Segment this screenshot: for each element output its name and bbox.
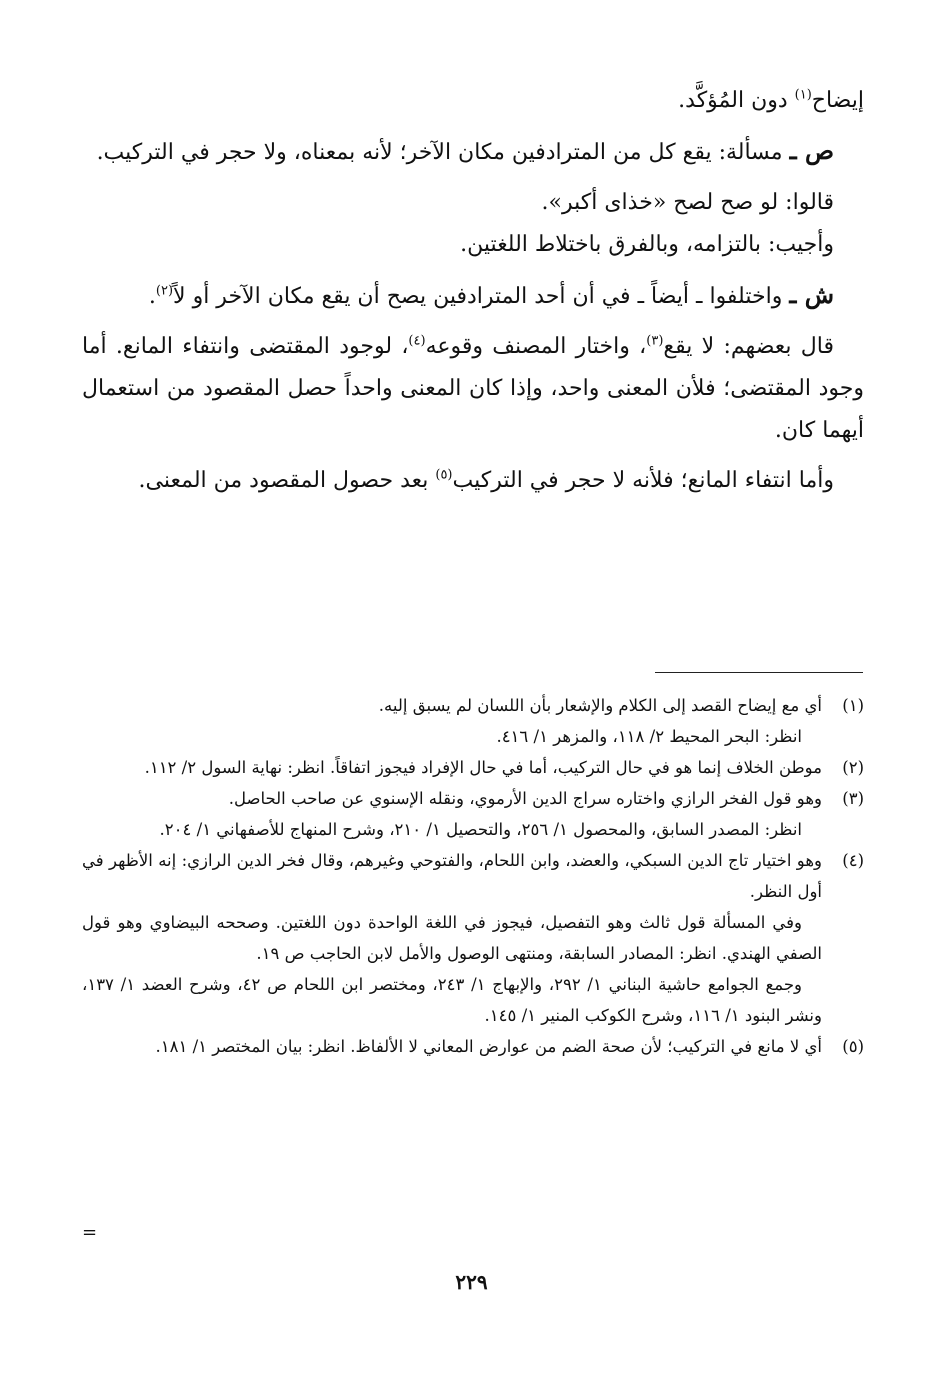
text: ، لوجود المقتضى وانتفاء المانع. أما وجود المقتضى؛ فلأن المعنى واحد، وإذا كان المعنى واحداً حصل المقصود من استعمال أيهما كان. bbox=[82, 334, 864, 443]
paragraph-7 bbox=[82, 460, 864, 502]
footnote-line: وجمع الجوامع حاشية البناني ١/ ٢٩٢، والإبهاج ١/ ٢٤٣، ومختصر ابن اللحام ص ٤٢، وشرح العضد ١/ ١٣٧، ونشر البنود ١/ ١١٦، وشرح الكوكب المنير ١/ ١٤٥. bbox=[82, 975, 822, 1025]
footnote-line: أي مع إيضاح القصد إلى الكلام والإشعار بأن اللسان لم يسبق إليه. bbox=[378, 696, 822, 715]
footnote-2 bbox=[82, 752, 864, 783]
page-number: ٢٢٩ bbox=[455, 1270, 488, 1294]
footnote-3 bbox=[82, 783, 864, 845]
paragraph-2 bbox=[82, 130, 864, 174]
text: ، واختار المصنف وقوعه bbox=[425, 334, 647, 359]
footnote-ref-5[interactable]: (٥) bbox=[435, 467, 453, 483]
footnote-5 bbox=[82, 1031, 864, 1062]
main-text bbox=[82, 80, 864, 502]
section-marker-sad: ص ـ bbox=[789, 136, 834, 165]
footnote-ref-4[interactable]: (٤) bbox=[408, 333, 426, 349]
footnote-divider bbox=[655, 672, 863, 673]
text: دون المُؤكَّد. bbox=[678, 88, 795, 113]
footnote-number: (٥) bbox=[842, 1037, 864, 1056]
footnote-ref-3[interactable]: (٣) bbox=[646, 333, 664, 349]
footnote-ref-1[interactable]: (١) bbox=[794, 87, 812, 103]
footnote-line: انظر: المصدر السابق، والمحصول ١/ ٢٥٦، والتحصيل ١/ ٢١٠، وشرح المنهاج للأصفهاني ١/ ٢٠٤. bbox=[159, 820, 802, 839]
text: واختلفوا ـ أيضاً ـ في أن أحد المترادفين يصح أن يقع مكان الآخر أو لاً bbox=[173, 284, 790, 309]
text: قال بعضهم: لا يقع bbox=[663, 334, 834, 359]
footnote-1 bbox=[82, 690, 864, 752]
footnote-line: وفي المسألة قول ثالث وهو التفصيل، فيجوز في اللغة الواحدة دون اللغتين. وصححه البيضاوي وهو قول الصفي الهندي. انظر: المصادر السابقة، ومنتهى الوصول والأمل لابن الحاجب ص ١٩. bbox=[82, 913, 822, 963]
footnote-number: (١) bbox=[842, 696, 864, 715]
text: وأما انتفاء المانع؛ فلأنه لا حجر في التركيب bbox=[452, 468, 834, 493]
footnote-number: (٢) bbox=[842, 758, 864, 777]
footnote-number: (٣) bbox=[842, 789, 864, 808]
paragraph-4: وأجيب: بالتزامه، وبالفرق باختلاط اللغتين. bbox=[460, 232, 834, 257]
section-marker-shin: ش ـ bbox=[789, 280, 834, 309]
continuation-mark: = bbox=[82, 1222, 98, 1243]
footnote-line: موطن الخلاف إنما هو في حال التركيب، أما في حال الإفراد فيجوز اتفاقاً. انظر: نهاية السول ٢/ ١١٢. bbox=[144, 758, 822, 777]
text: بعد حصول المقصود من المعنى. bbox=[138, 468, 436, 493]
text: . bbox=[148, 284, 156, 309]
footnote-number: (٤) bbox=[842, 851, 864, 870]
footnote-line: وهو اختيار تاج الدين السبكي، والعضد، وابن اللحام، والفتوحي وغيرهم، وقال فخر الدين الرازي: إنه الأظهر في أول النظر. bbox=[82, 851, 822, 901]
paragraph-1 bbox=[82, 80, 864, 122]
paragraph-6 bbox=[82, 326, 864, 452]
paragraph-3: قالوا: لو صح لصح «خذاى أكبر». bbox=[541, 190, 834, 215]
footnote-line: انظر: البحر المحيط ٢/ ١١٨، والمزهر ١/ ٤١٦. bbox=[496, 727, 802, 746]
footnote-line: وهو قول الفخر الرازي واختاره سراج الدين الأرموي، ونقله الإسنوي عن صاحب الحاصل. bbox=[228, 789, 822, 808]
footnotes bbox=[82, 690, 864, 1062]
text: إيضاح bbox=[811, 88, 864, 113]
footnote-4 bbox=[82, 845, 864, 1031]
text: مسألة: يقع كل من المترادفين مكان الآخر؛ لأنه بمعناه، ولا حجر في التركيب. bbox=[96, 140, 790, 165]
footnote-ref-2[interactable]: (٢) bbox=[155, 283, 174, 299]
paragraph-5 bbox=[82, 274, 864, 318]
footnote-line: أي لا مانع في التركيب؛ لأن صحة الضم من عوارض المعاني لا الألفاظ. انظر: بيان المختصر ١/ ١٨١. bbox=[155, 1037, 822, 1056]
